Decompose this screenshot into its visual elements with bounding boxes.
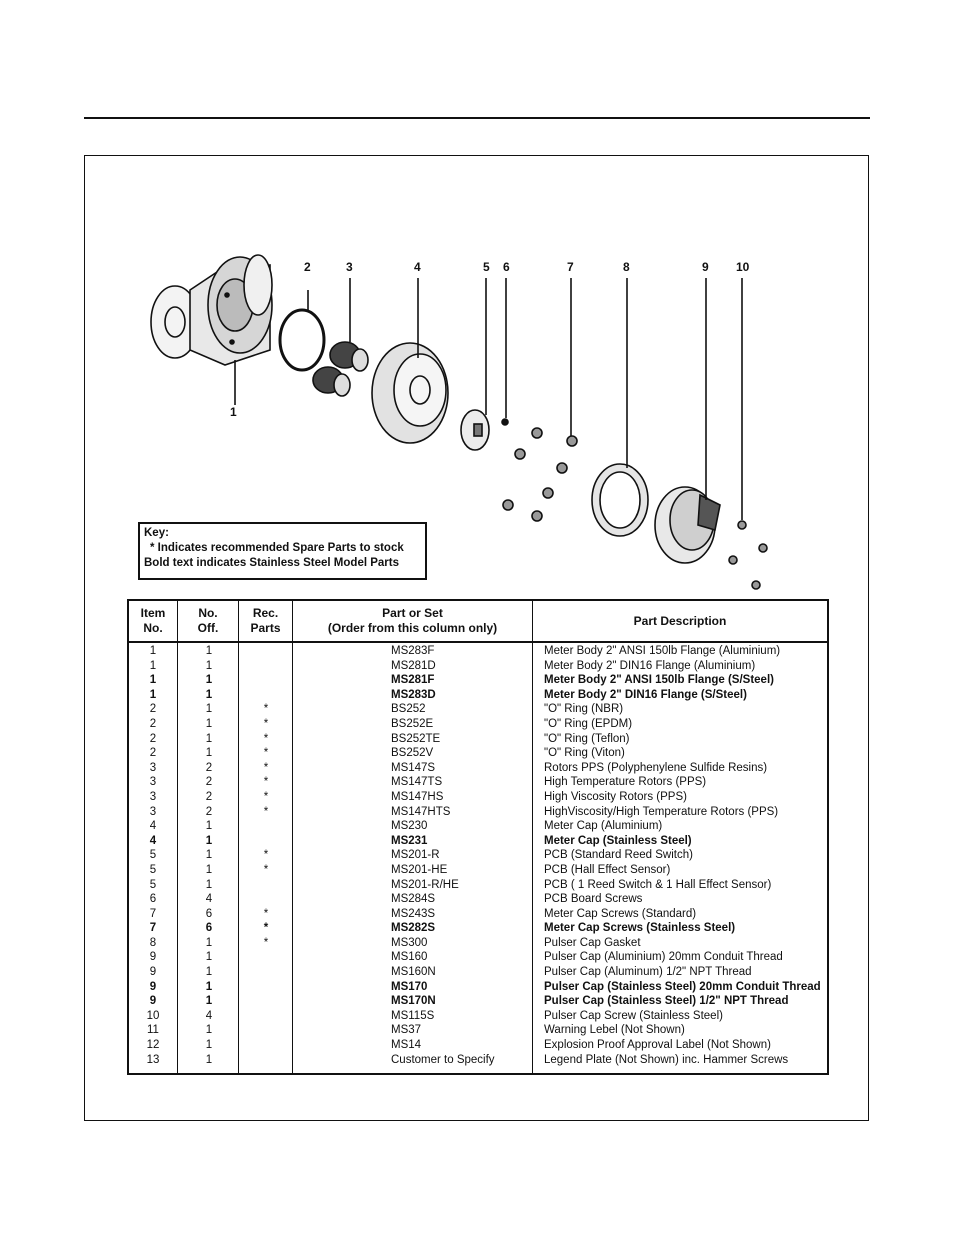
part-number-cell: BS252TE [391,732,441,745]
table-row [129,936,827,951]
table-row [129,965,827,980]
no-off-cell: 1 [205,747,213,760]
table-row [129,775,827,790]
no-off-cell: 1 [205,1039,213,1052]
no-off-cell: 1 [205,834,213,847]
rec-parts-cell: * [263,703,269,716]
rec-parts-cell: * [263,922,269,935]
rec-parts-cell: * [263,747,269,760]
rec-parts-cell: * [263,863,269,876]
pulser-cap-part [655,278,720,563]
part-number-cell: MS147HTS [391,805,451,818]
table-row [129,673,827,688]
item-no-cell: 6 [149,893,157,906]
part-number-cell: MS14 [391,1039,422,1052]
no-off-cell: 1 [205,703,213,716]
item-no-cell: 5 [149,863,157,876]
meter-cap-screws-part [503,278,577,521]
part-number-cell: MS283F [391,645,435,657]
part-description-cell: Meter Cap Screws (Standard) [544,907,697,920]
part-description-cell: "O" Ring (Viton) [544,747,625,760]
table-row [129,1023,827,1038]
item-no-cell: 4 [149,834,157,847]
item-no-cell: 1 [149,674,157,687]
header-no-off: No. Off. [197,606,219,635]
item-no-cell: 9 [149,980,157,993]
pulser-cap-gasket-part [592,278,648,536]
no-off-cell: 4 [205,1009,213,1022]
callout-3: 3 [346,260,353,274]
table-row [129,732,827,747]
table-row [129,1009,827,1024]
table-row [129,834,827,849]
table-row [129,921,827,936]
rec-parts-cell: * [263,732,269,745]
table-row [129,878,827,893]
meter-body-part [151,255,272,405]
table-row [129,790,827,805]
no-off-cell: 1 [205,878,213,891]
part-description-cell: PCB (Hall Effect Sensor) [544,863,671,876]
item-no-cell: 1 [149,645,157,657]
part-number-cell: MS231 [391,834,428,847]
table-row [129,892,827,907]
part-description-cell: High Viscosity Rotors (PPS) [544,790,687,803]
part-description-cell: Pulser Cap Screw (Stainless Steel) [544,1009,723,1022]
part-description-cell: Meter Cap Screws (Stainless Steel) [544,922,736,935]
no-off-cell: 1 [205,951,213,964]
part-number-cell: MS170N [391,995,436,1008]
part-number-cell: BS252V [391,747,434,760]
callout-1: 1 [230,405,237,419]
item-no-cell: 7 [149,922,157,935]
item-no-cell: 2 [149,703,157,716]
pulser-cap-screws-part [729,278,767,589]
key-title: Key: [144,527,169,539]
table-row [129,805,827,820]
item-no-cell: 3 [149,805,157,818]
callout-9: 9 [702,260,709,274]
item-no-cell: 3 [149,761,157,774]
part-description-cell: Meter Body 2" ANSI 150lb Flange (Aluminium) [544,645,781,657]
part-description-cell: Pulser Cap (Aluminium) 20mm Conduit Thread [544,951,783,964]
rec-parts-cell: * [263,717,269,730]
part-description-cell: "O" Ring (EPDM) [544,717,633,730]
table-row [129,950,827,965]
part-number-cell: MS115S [391,1009,435,1022]
item-no-cell: 11 [147,1024,159,1037]
part-number-cell: BS252E [391,717,434,730]
item-no-cell: 9 [149,995,157,1008]
rec-parts-cell: * [263,790,269,803]
rec-parts-cell: * [263,805,269,818]
no-off-cell: 1 [205,659,213,672]
rec-parts-cell: * [263,849,269,862]
part-description-cell: Meter Cap (Stainless Steel) [544,834,692,847]
part-description-cell: Pulser Cap Gasket [544,936,641,949]
no-off-cell: 1 [205,863,213,876]
item-no-cell: 1 [149,659,157,672]
table-row [129,659,827,674]
callout-6: 6 [503,260,510,274]
no-off-cell: 1 [205,674,213,687]
item-no-cell: 12 [146,1039,160,1052]
table-body [129,644,827,1067]
no-off-cell: 1 [205,1053,213,1066]
item-no-cell: 2 [149,747,157,760]
o-ring-part [280,290,324,370]
no-off-cell: 1 [205,820,213,833]
table-row [129,1053,827,1068]
item-no-cell: 4 [149,820,157,833]
part-number-cell: MS282S [391,922,436,935]
no-off-cell: 1 [205,936,213,949]
table-row [129,819,827,834]
part-number-cell: MS283D [391,688,436,701]
table-row [129,688,827,703]
no-off-cell: 1 [205,688,213,701]
part-description-cell: Pulser Cap (Stainless Steel) 20mm Conduit Thread [544,980,821,993]
header-part-description: Part Description [633,613,727,628]
no-off-cell: 2 [205,805,213,818]
part-number-cell: MS201-HE [391,863,448,876]
no-off-cell: 6 [205,922,213,935]
item-no-cell: 7 [149,907,157,920]
no-off-cell: 1 [205,849,213,862]
callout-4: 4 [414,260,421,274]
item-no-cell: 8 [149,936,157,949]
header-rec-parts: Rec. Parts [250,606,281,635]
item-no-cell: 5 [149,878,157,891]
item-no-cell: 1 [149,688,157,701]
no-off-cell: 4 [205,893,213,906]
item-no-cell: 13 [146,1053,160,1066]
table-row [129,761,827,776]
no-off-cell: 1 [205,980,213,993]
no-off-cell: 6 [205,907,213,920]
callout-8: 8 [623,260,630,274]
rec-parts-cell: * [263,907,269,920]
rec-parts-cell: * [263,761,269,774]
table-row [129,746,827,761]
part-description-cell: Legend Plate (Not Shown) inc. Hammer Screws [544,1053,789,1066]
part-number-cell: MS281D [391,659,436,672]
no-off-cell: 1 [205,995,213,1008]
part-description-cell: "O" Ring (NBR) [544,703,624,716]
header-item-no: Item No. [140,606,166,635]
part-number-cell: MS201-R/HE [391,878,459,891]
part-number-cell: MS147TS [391,776,443,789]
part-description-cell: Explosion Proof Approval Label (Not Shown) [544,1039,771,1052]
part-number-cell: BS252 [391,703,426,716]
part-description-cell: Warning Lebel (Not Shown) [544,1024,685,1037]
part-description-cell: Pulser Cap (Stainless Steel) 1/2" NPT Thread [544,995,789,1008]
header-part-or-set: Part or Set (Order from this column only) [327,606,498,635]
part-number-cell: MS284S [391,893,436,906]
parts-table [127,599,829,1075]
item-no-cell: 9 [149,966,157,979]
callout-2: 2 [304,260,311,274]
part-description-cell: Meter Cap (Aluminium) [544,820,663,833]
no-off-cell: 1 [205,645,213,657]
no-off-cell: 1 [205,966,213,979]
part-number-cell: Customer to Specify [391,1053,495,1066]
rec-parts-cell: * [263,776,269,789]
part-description-cell: Rotors PPS (Polyphenylene Sulfide Resins) [544,761,768,774]
meter-cap-part [372,278,448,443]
no-off-cell: 2 [205,790,213,803]
part-number-cell: MS230 [391,820,428,833]
item-no-cell: 2 [149,717,157,730]
part-number-cell: MS300 [391,936,428,949]
part-description-cell: PCB (Standard Reed Switch) [544,849,693,862]
part-number-cell: MS160 [391,951,428,964]
no-off-cell: 1 [205,717,213,730]
pcb-part [461,278,508,450]
part-description-cell: "O" Ring (Teflon) [544,732,630,745]
part-number-cell: MS147S [391,761,436,774]
part-number-cell: MS170 [391,980,428,993]
part-description-cell: PCB Board Screws [544,893,643,906]
no-off-cell: 2 [205,761,213,774]
table-row [129,702,827,717]
table-row [129,980,827,995]
part-number-cell: MS37 [391,1024,422,1037]
part-number-cell: MS147HS [391,790,444,803]
no-off-cell: 1 [205,1024,213,1037]
table-row [129,717,827,732]
table-row [129,644,827,659]
table-row [129,863,827,878]
top-rule [84,117,870,119]
key-line-spare: * Indicates recommended Spare Parts to stock [150,542,404,554]
rotors-part [313,278,368,396]
callout-5: 5 [483,260,490,274]
callout-10: 10 [736,260,750,274]
item-no-cell: 9 [149,951,157,964]
callout-7: 7 [567,260,574,274]
part-number-cell: MS201-R [391,849,440,862]
part-description-cell: Meter Body 2" ANSI 150lb Flange (S/Steel) [544,674,774,687]
table-row [129,1038,827,1053]
part-description-cell: HighViscosity/High Temperature Rotors (PPS) [544,805,779,818]
table-row [129,907,827,922]
part-description-cell: PCB ( 1 Reed Switch & 1 Hall Effect Sensor) [544,878,772,891]
item-no-cell: 3 [149,776,157,789]
part-number-cell: MS281F [391,674,435,687]
table-row [129,848,827,863]
part-description-cell: Meter Body 2" DIN16 Flange (Aluminium) [544,659,756,672]
part-number-cell: MS160N [391,966,436,979]
key-line-bold: Bold text indicates Stainless Steel Model Parts [144,557,399,569]
item-no-cell: 10 [146,1009,160,1022]
no-off-cell: 1 [205,732,213,745]
part-number-cell: MS243S [391,907,436,920]
part-description-cell: High Temperature Rotors (PPS) [544,776,707,789]
key-box [138,522,427,580]
no-off-cell: 2 [205,776,213,789]
item-no-cell: 3 [149,790,157,803]
part-description-cell: Pulser Cap (Aluminum) 1/2" NPT Thread [544,966,752,979]
part-description-cell: Meter Body 2" DIN16 Flange (S/Steel) [544,688,747,701]
item-no-cell: 2 [149,732,157,745]
rec-parts-cell: * [263,936,269,949]
item-no-cell: 5 [149,849,157,862]
table-row [129,994,827,1009]
